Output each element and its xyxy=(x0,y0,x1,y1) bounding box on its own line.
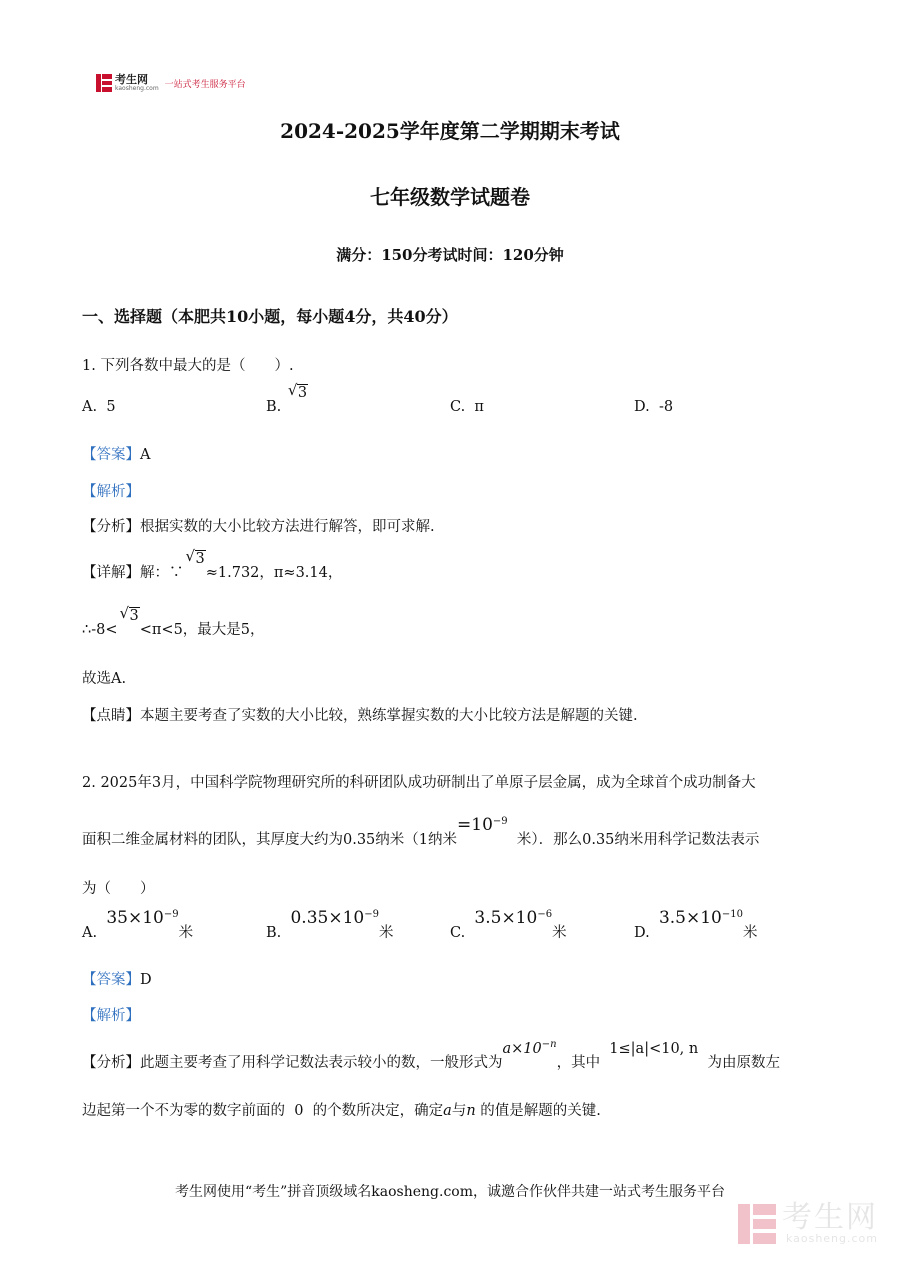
q2-option-b: B. $0.35\times 10^{-9}$米 xyxy=(266,908,394,941)
q1-choose: 故选A. xyxy=(82,671,127,687)
q2-option-a: A. $35\times 10^{-9}$米 xyxy=(82,908,194,941)
q2-fenxi-line2: 边起第一个不为零的数字前面的 0 的个数所决定，确定a与n 的值是解题的关键. xyxy=(82,1103,601,1119)
sqrt-icon: √ 3 xyxy=(185,547,205,567)
q2-answer: 【答案】D xyxy=(82,972,152,988)
sqrt-icon: √ 3 xyxy=(119,604,139,624)
q1-stem: 1. 下列各数中最大的是（ ）. xyxy=(82,358,294,374)
answer-tag: 【答案】 xyxy=(82,972,140,988)
q1-option-d: D. -8 xyxy=(634,399,674,415)
q1-option-a: A. 5 xyxy=(82,399,116,415)
q1-fenxi: 【分析】根据实数的大小比较方法进行解答，即可求解. xyxy=(82,519,435,535)
q1-therefore: ∴-8< √ 3<π<5，最大是5， xyxy=(82,604,265,638)
q1-detail: 【详解】解：∵ √ 3≈1.732，π≈3.14， xyxy=(82,547,343,581)
q2-option-d: D. $3.5\times 10^{-10}$米 xyxy=(634,908,758,941)
q2-stem-line3: 为（ ） xyxy=(82,881,155,897)
answer-tag: 【答案】 xyxy=(82,447,140,463)
q1-answer: 【答案】A xyxy=(82,447,151,463)
q1-option-b: B. √ 3 xyxy=(266,381,308,415)
brand-domain: kaosheng.com xyxy=(115,85,159,92)
watermark-logo-icon xyxy=(738,1204,776,1244)
q1-option-c: C. π xyxy=(450,399,484,415)
section-heading: 一、选择题（本肥共10小题，每小题4分，共40分） xyxy=(82,307,458,326)
sqrt-icon: √ 3 xyxy=(287,381,308,401)
watermark xyxy=(738,1200,878,1245)
brand-name: 考生网 xyxy=(115,73,148,86)
q2-fenxi-line1: 【分析】此题主要考查了用科学记数法表示较小的数，一般形式为$a\times 10^{-n}$，其中 1≤|a|<10, n 为由原数左 xyxy=(82,1039,780,1071)
q2-option-c: C. $3.5\times 10^{-6}$米 xyxy=(450,908,567,941)
watermark-brand: 考生网 xyxy=(782,1200,878,1235)
brand-slogan: 一站式考生服务平台 xyxy=(164,79,246,90)
footer-text: 考生网使用“考生”拼音顶级域名kaosheng.com，诚邀合作伙伴共建一站式考生服务平台 xyxy=(174,1184,726,1200)
exam-subtitle: 七年级数学试题卷 xyxy=(370,185,530,209)
q2-stem-line2: 面积二维金属材料的团队，其厚度大约为0.35纳米（1纳米$=10^{-9}$ 米）．那么0.35纳米用科学记数法表示 xyxy=(82,815,760,848)
q2-analysis-tag: 【解析】 xyxy=(82,1008,140,1024)
brand-logo-icon xyxy=(96,74,112,92)
q1-analysis-tag: 【解析】 xyxy=(82,484,140,500)
q2-stem-line1: 2. 2025年3月，中国科学院物理研究所的科研团队成功研制出了单原子层金属，成为全球首个成功制备大 xyxy=(82,775,756,791)
q1-dianjing: 【点睛】本题主要考查了实数的大小比较，熟练掌握实数的大小比较方法是解题的关键. xyxy=(82,708,638,724)
exam-title: 2024-2025学年度第二学期期末考试 xyxy=(280,119,620,143)
watermark-domain: kaosheng.com xyxy=(785,1232,878,1245)
header-logo xyxy=(96,72,246,94)
exam-info: 满分：150分考试时间：120分钟 xyxy=(336,246,564,264)
